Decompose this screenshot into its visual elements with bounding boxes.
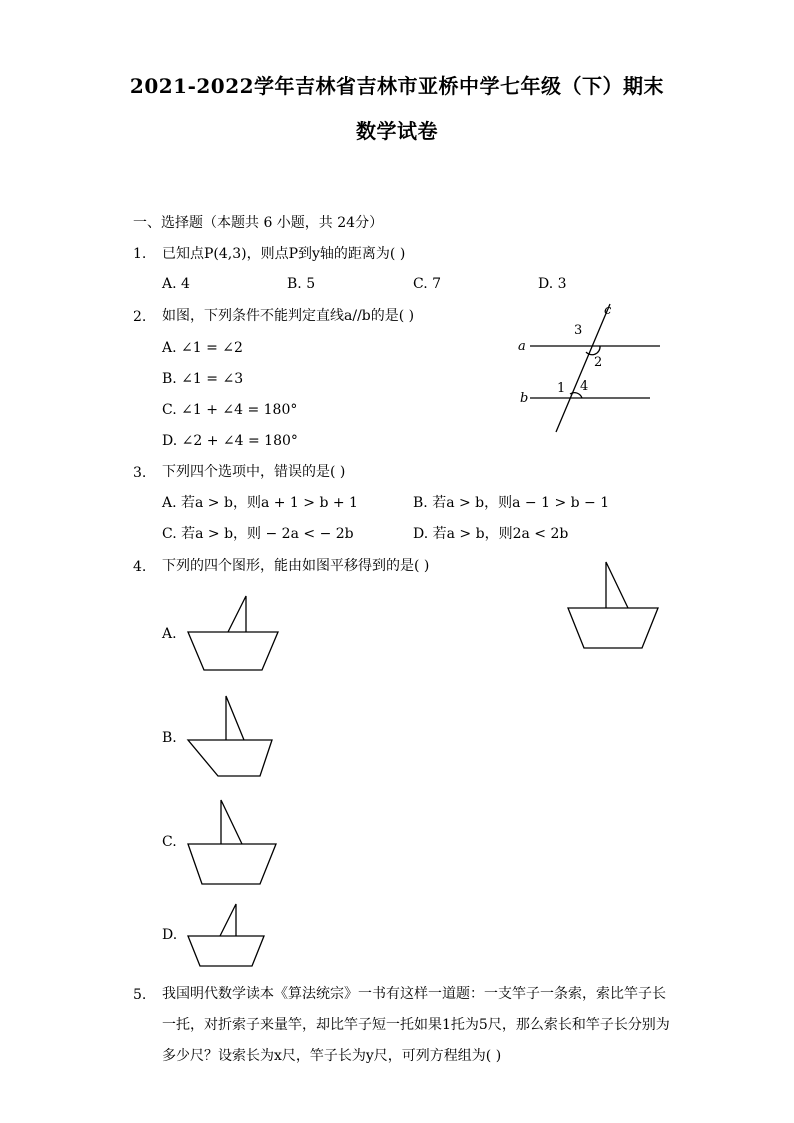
page-subtitle: 数学试卷 <box>356 119 438 143</box>
question-text: 已知点P(4,3)，则点P到y轴的距离为( ) <box>162 246 406 262</box>
option-a-boat-figure[interactable] <box>186 594 280 676</box>
label-4: 4 <box>580 379 589 394</box>
option-d[interactable]: D. 若a > b，则2a < 2b <box>413 526 569 542</box>
option-a[interactable]: A. <box>162 626 177 642</box>
option-d[interactable]: D. ∠2 + ∠4 = 180° <box>162 433 298 449</box>
angle-2-arc <box>586 346 600 355</box>
option-d-boat-figure[interactable] <box>186 902 266 968</box>
option-c[interactable]: C. 若a > b，则 − 2a < − 2b <box>162 526 354 542</box>
question-number: 2. <box>133 309 147 325</box>
question-text-line-3: 多少尺？设索长为x尺，竿子长为y尺，可列方程组为( ) <box>162 1048 502 1064</box>
label-c: c <box>604 303 612 318</box>
label-b: b <box>520 391 529 406</box>
question-text: 下列四个选项中，错误的是( ) <box>162 464 346 480</box>
boat-sail <box>606 562 628 608</box>
question-number: 1. <box>133 246 147 262</box>
boat-hull <box>188 936 264 966</box>
question-number: 3. <box>133 465 147 481</box>
boat-sail <box>228 596 246 632</box>
option-a[interactable]: A. 若a > b，则a + 1 > b + 1 <box>162 495 358 511</box>
boat-hull <box>188 844 276 884</box>
option-c[interactable]: C. 7 <box>413 276 442 292</box>
boat-sail <box>221 800 242 844</box>
question-number: 4. <box>133 559 147 575</box>
page-title: 2021-2022学年吉林省吉林市亚桥中学七年级（下）期末 <box>129 74 665 98</box>
option-d[interactable]: D. <box>162 927 178 943</box>
section-header: 一、选择题（本题共 6 小题，共 24分） <box>133 215 384 231</box>
option-c[interactable]: C. ∠1 + ∠4 = 180° <box>162 402 298 418</box>
question-text: 如图，下列条件不能判定直线a//b的是( ) <box>162 308 415 324</box>
boat-sail <box>226 696 244 740</box>
option-c-boat-figure[interactable] <box>186 798 280 888</box>
option-b[interactable]: B. ∠1 = ∠3 <box>162 371 244 387</box>
option-b[interactable]: B. 若a > b，则a − 1 > b − 1 <box>413 495 610 511</box>
boat-hull <box>188 632 278 670</box>
parallel-lines-figure <box>510 300 670 440</box>
boat-sail <box>220 904 236 936</box>
question-text: 下列的四个图形，能由如图平移得到的是( ) <box>162 558 430 574</box>
option-b[interactable]: B. 5 <box>287 276 316 292</box>
question-text-line-2: 一托，对折索子来量竿，却比竿子短一托如果1托为5尺，那么索长和竿子长分别为 <box>162 1017 670 1033</box>
boat-hull <box>568 608 658 648</box>
option-a[interactable]: A. 4 <box>162 276 190 292</box>
question-number: 5. <box>133 987 147 1003</box>
option-b-boat-figure[interactable] <box>186 694 280 780</box>
label-a: a <box>518 339 526 354</box>
label-3: 3 <box>574 323 583 338</box>
boat-hull <box>188 740 272 776</box>
label-2: 2 <box>594 355 603 370</box>
option-a[interactable]: A. ∠1 = ∠2 <box>162 340 243 356</box>
reference-boat-figure <box>566 560 660 652</box>
option-b[interactable]: B. <box>162 730 177 746</box>
option-c[interactable]: C. <box>162 834 177 850</box>
question-text-line-1: 我国明代数学读本《算法统宗》一书有这样一道题：一支竿子一条索，索比竿子长 <box>162 986 666 1002</box>
option-d[interactable]: D. 3 <box>538 276 567 292</box>
label-1: 1 <box>557 381 566 396</box>
